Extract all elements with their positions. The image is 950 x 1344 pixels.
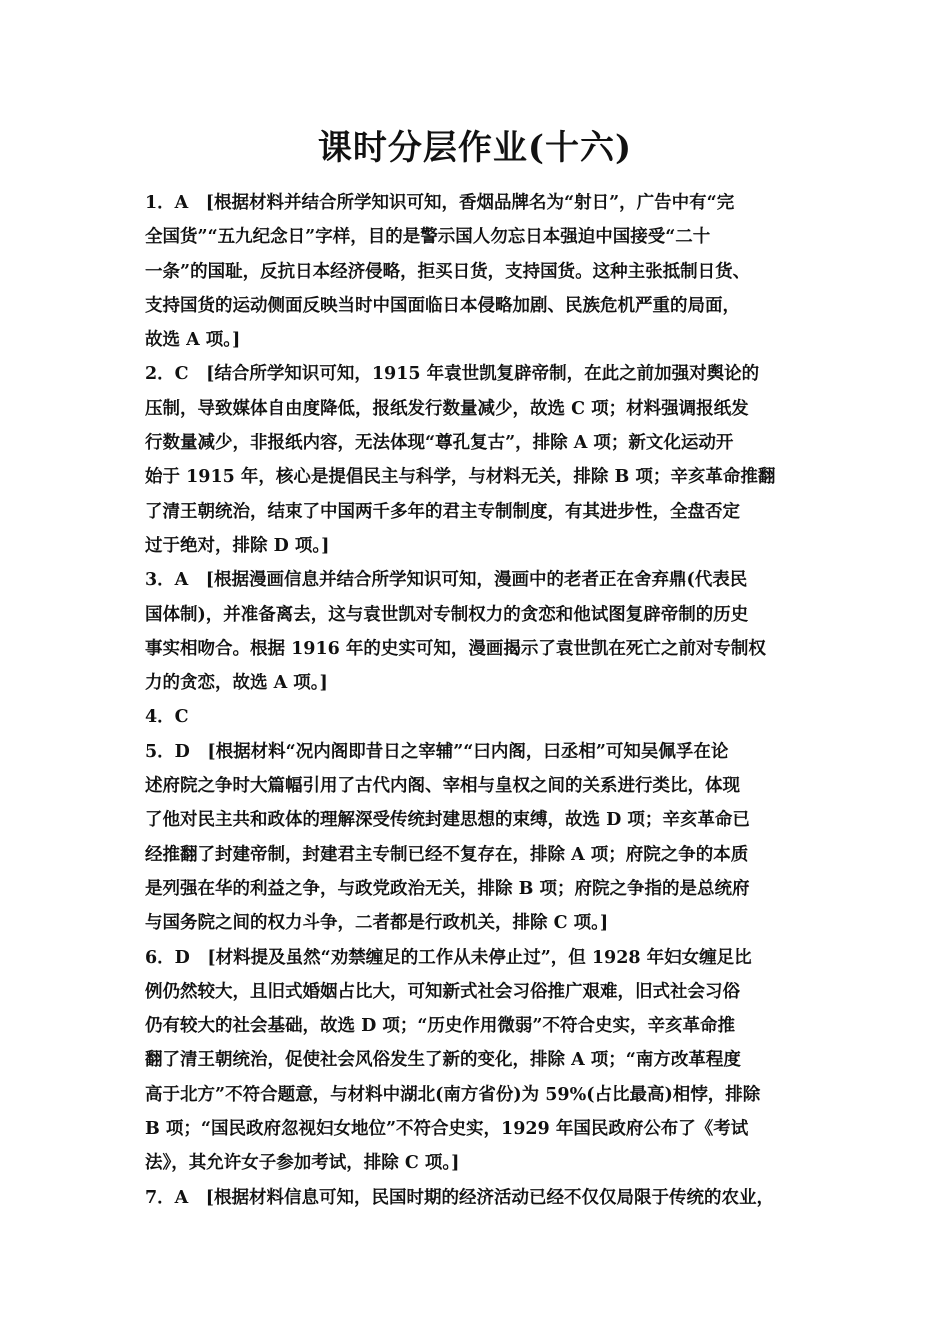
text-line: 4．C	[145, 707, 189, 728]
text-line: 经推翻了封建帝制，封建君主专制已经不复存在，排除 A 项；府院之争的本质	[145, 844, 749, 865]
text-line: 压制，导致媒体自由度降低，报纸发行数量减少，故选 C 项；材料强调报纸发	[145, 398, 749, 419]
text-line: 6．D [材料提及虽然“劝禁缠足的工作从未停止过”，但 1928 年妇女缠足比	[145, 947, 752, 968]
text-line: 3．A [根据漫画信息并结合所学知识可知，漫画中的老者正在舍弃鼎(代表民	[145, 570, 748, 591]
text-line: 全国货”“五九纪念日”字样，目的是警示国人勿忘日本强迫中国接受“二十	[145, 227, 711, 248]
answer-text-body	[145, 186, 820, 1215]
text-line: 了清王朝统治，结束了中国两千多年的君主专制制度，有其进步性，全盘否定	[145, 501, 740, 522]
text-line: 了他对民主共和政体的理解深受传统封建思想的束缚，故选 D 项；辛亥革命已	[145, 810, 750, 831]
text-line: 一条”的国耻，反抗日本经济侵略，拒买日货，支持国货。这种主张抵制日货、	[145, 261, 751, 282]
text-line: 行数量减少，非报纸内容，无法体现“尊孔复古”，排除 A 项；新文化运动开	[145, 433, 734, 454]
text-line: 7．A [根据材料信息可知，民国时期的经济活动已经不仅仅局限于传统的农业，	[145, 1187, 775, 1208]
text-line: 高于北方”不符合题意，与材料中湖北(南方省份)为 59%(占比最高)相悖，排除	[145, 1084, 761, 1105]
text-line: 5．D [根据材料“况内阁即昔日之宰辅”“曰内阁，曰丞相”可知吴佩孚在论	[145, 741, 729, 762]
page-title: 课时分层作业(十六)	[317, 128, 633, 168]
text-line: 支持国货的运动侧面反映当时中国面临日本侵略加剧、民族危机严重的局面，	[145, 295, 740, 316]
text-line: B 项；“国民政府忽视妇女地位”不符合史实，1929 年国民政府公布了《考试	[145, 1119, 749, 1140]
text-line: 始于 1915 年，核心是提倡民主与科学，与材料无关，排除 B 项；辛亥革命推翻	[145, 467, 776, 488]
text-line: 过于绝对，排除 D 项。]	[145, 535, 330, 556]
text-line: 2．C [结合所学知识可知，1915 年袁世凯复辟帝制，在此之前加强对舆论的	[145, 364, 760, 385]
text-line: 仍有较大的社会基础，故选 D 项；“历史作用微弱”不符合史实，辛亥革命推	[145, 1016, 735, 1037]
text-line: 国体制)，并准备离去，这与袁世凯对专制权力的贪恋和他试图复辟帝制的历史	[145, 604, 749, 625]
text-line: 例仍然较大，且旧式婚姻占比大，可知新式社会习俗推广艰难，旧式社会习俗	[145, 981, 740, 1002]
text-line: 力的贪恋，故选 A 项。]	[145, 673, 328, 694]
text-line: 与国务院之间的权力斗争，二者都是行政机关，排除 C 项。]	[145, 913, 609, 934]
text-line: 故选 A 项。]	[145, 330, 241, 351]
text-line: 是列强在华的利益之争，与政党政治无关，排除 B 项；府院之争指的是总统府	[145, 878, 750, 899]
text-line: 法》，其允许女子参加考试，排除 C 项。]	[145, 1153, 460, 1174]
text-line: 翻了清王朝统治，促使社会风俗发生了新的变化，排除 A 项；“南方改革程度	[145, 1050, 741, 1071]
text-line: 述府院之争时大篇幅引用了古代内阁、宰相与皇权之间的关系进行类比，体现	[145, 776, 740, 797]
text-line: 1．A [根据材料并结合所学知识可知，香烟品牌名为“射日”，广告中有“完	[145, 193, 735, 213]
text-line: 事实相吻合。根据 1916 年的史实可知，漫画揭示了袁世凯在死亡之前对专制权	[145, 638, 766, 659]
